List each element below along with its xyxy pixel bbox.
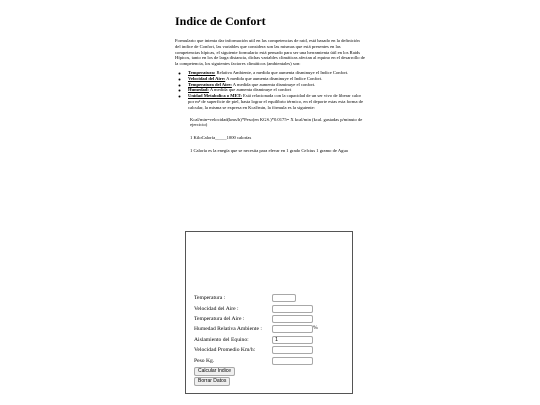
peso-row [194,356,214,366]
page-title: Indice de Confort [175,14,266,28]
calcular-indice-button[interactable]: Calcular Indice [194,367,235,376]
humedad-input[interactable] [272,325,313,333]
temperatura-label: Temperatura : [194,295,226,301]
peso-label: Peso Kg. [194,358,215,364]
factor-term: Velocidad del Aire: [188,75,226,81]
temperatura-input[interactable] [272,294,296,302]
velocidad-promedio-row [194,345,255,355]
temperatura-row [194,293,225,303]
factor-description: A medida que aumenta disminuye el confort. [231,81,316,87]
kilocaloria-equivalence: 1 KiloCaloría_____1000 calorías [190,135,252,141]
factor-description: Está relacionada con la capacidad de un ser vivo de liberar calor por m² de superficie de piel, hasta lograr el equilibrio térmico, en el deporte estas esta forma de calcular, la misma se expresa en Kcal/min, la fórmula es la siguiente: [188,93,363,110]
velocidad-promedio-input[interactable] [272,346,313,354]
list-item [188,93,365,110]
borrar-datos-button[interactable]: Borrar Datos [194,377,230,386]
factor-term: Temperatura: [188,69,216,75]
met-formula: Kcal/min=velocidad(kms/h)*Peso(en KGS.)*0.0175= X kcal/min (kcal. gastadas p/minuto de ejercicio) [190,116,363,128]
peso-input[interactable] [272,357,313,365]
velocidad-aire-row [194,304,239,314]
factor-description: A medida que aumenta disminuye el confort [208,87,292,93]
humedad-row [194,324,262,334]
aislamiento-row [194,335,249,345]
factor-term: Unidad Metabolica o MET: [188,93,242,99]
factor-term: Temperatura del Aire: [188,81,232,87]
factor-term: Humedad: [188,87,209,93]
temperatura-aire-row [194,314,244,324]
article [175,14,365,154]
factors-list [175,70,365,111]
temperatura-aire-label: Temperatura del Aire : [194,316,245,322]
velocidad-aire-input[interactable] [272,305,313,313]
velocidad-promedio-label: Velocidad Promedio Km/h: [194,347,256,353]
aislamiento-label: Aislamiento del Equino: [194,337,249,343]
velocidad-aire-label: Velocidad del Aire : [194,306,239,312]
aislamiento-input[interactable] [272,336,313,344]
percent-sign: % [313,325,318,331]
humedad-label: Humedad Relativa Ambiente : [194,326,262,332]
caloria-definition: 1 Caloría es la enegía que se necesita para elevar en 1 grado Celcius 1 gramo de Agua [190,147,348,153]
factor-description: Relativa Ambiente, a medida que aumenta disminuye el Indice Confort. [215,69,349,75]
factor-description: A medida que aumenta disminuye el Indice Confort. [225,75,323,81]
temperatura-aire-input[interactable] [272,315,313,323]
intro-paragraph: Formulario que intenta dar información util en las competencias de raid, está basado en la definición del indice de Confort, las variables que considera son las mismas que está presentes en las competencias hípicas, el siguiente formulario está pensado para ser una herramienta útil en los Raids Hípicos, tanto en los de larga distancia, dichas variables climáticas afectan al equino en el desarrollo de la competencia, los siguientes factores climáticos (ambientales) son: [175,38,365,67]
comfort-index-form [185,231,353,394]
